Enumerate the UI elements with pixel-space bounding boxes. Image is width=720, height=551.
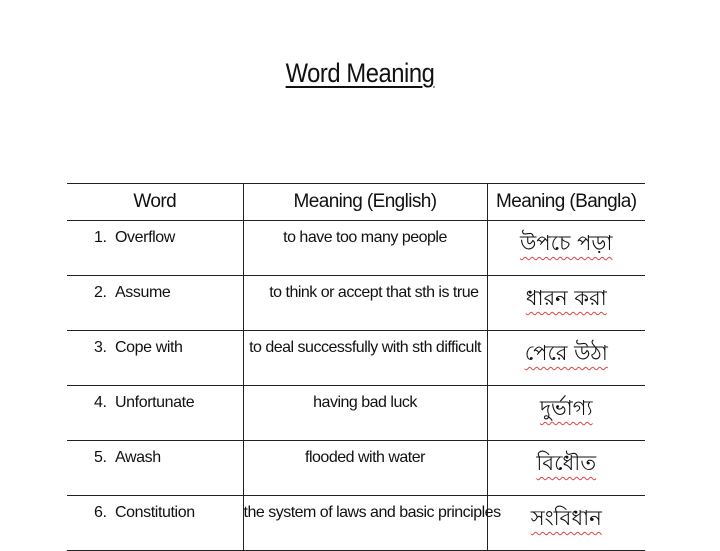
row-number: 5. [94,449,107,466]
bangla-meaning-text: দুর্ভাগ্য [539,396,593,420]
word-text: Constitution [115,504,195,521]
header-word: Word [133,191,177,212]
english-meaning-cell: to think or accept that sth is true [243,276,487,331]
header-meaning-english: Meaning (English) [243,184,487,221]
word-cell [67,276,243,331]
word-cell [67,386,243,441]
bangla-meaning-cell [487,386,645,441]
page-title [43,58,677,89]
table-header-row [67,184,645,221]
word-text: Unfortunate [115,394,195,411]
page-title-text: Word Meaning [285,58,435,88]
table-row [67,386,645,441]
bangla-meaning-cell [487,221,645,276]
english-meaning-cell: the system of laws and basic principles [243,496,487,551]
row-number: 1. [94,229,107,246]
row-number: 6. [94,504,107,521]
table-row [67,441,645,496]
table-row [67,221,645,276]
word-text: Cope with [115,339,183,356]
word-text: Overflow [115,229,175,246]
bangla-meaning-text: সংবিধান [530,506,602,530]
row-number: 3. [94,339,107,356]
word-meaning-table [67,183,645,551]
word-text: Awash [115,449,161,466]
table-row [67,496,645,551]
bangla-meaning-text: পেরে উঠা [524,341,608,365]
english-meaning-cell: having bad luck [243,386,487,441]
english-meaning-cell: flooded with water [243,441,487,496]
bangla-meaning-text: উপচে পড়া [520,231,613,255]
row-number: 2. [94,284,107,301]
word-text: Assume [115,284,171,301]
bangla-meaning-text: বিধৌত [536,451,597,475]
bangla-meaning-cell [487,496,645,551]
bangla-meaning-text: ধারন করা [525,286,607,310]
bangla-meaning-cell [487,276,645,331]
table-row [67,276,645,331]
english-meaning-cell: to have too many people [243,221,487,276]
row-number: 4. [94,394,107,411]
english-meaning-cell: to deal successfully with sth difficult [243,331,487,386]
word-cell [67,331,243,386]
table-row [67,331,645,386]
word-cell [67,221,243,276]
header-meaning-bangla: Meaning (Bangla) [487,184,645,221]
word-cell [67,441,243,496]
word-cell [67,496,243,551]
bangla-meaning-cell [487,441,645,496]
bangla-meaning-cell [487,331,645,386]
